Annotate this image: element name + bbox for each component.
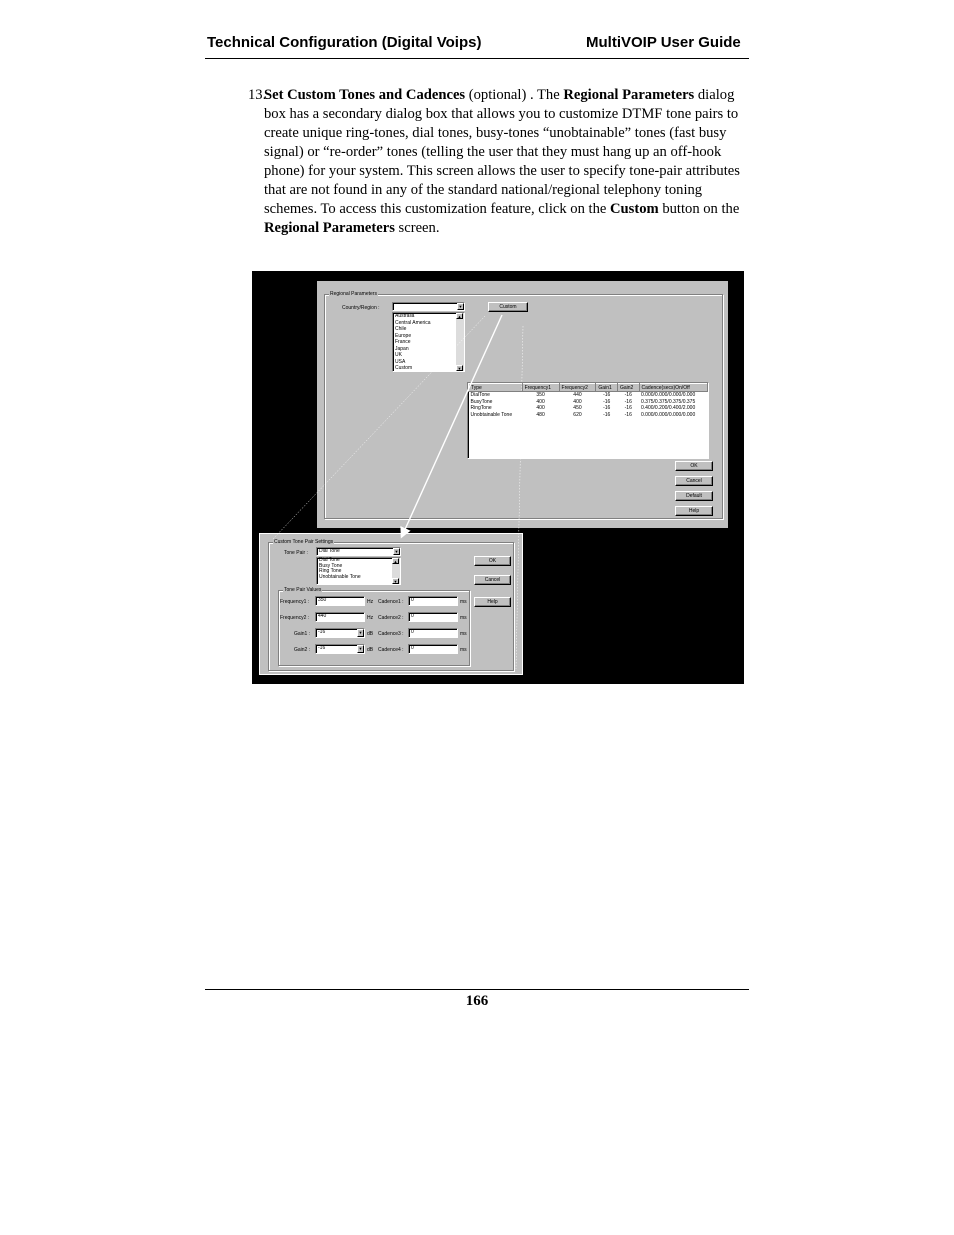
chevron-down-icon[interactable]: ▼ <box>393 579 398 584</box>
step-13-paragraph <box>248 86 744 238</box>
table-cell: 440 <box>573 392 582 398</box>
table-cell: RingTone <box>470 405 492 411</box>
list-item[interactable]: Dial Tone <box>319 557 340 563</box>
input-value: -16 <box>318 645 326 651</box>
chevron-down-icon[interactable]: ▼ <box>394 549 399 554</box>
step-text: screen. <box>394 220 440 236</box>
table-cell: -16 <box>624 411 632 418</box>
cadence3-unit: ms <box>460 631 467 637</box>
step-bold: Regional Parameters <box>563 87 695 103</box>
page-number: 166 <box>465 993 489 1009</box>
table-cell: 450 <box>573 405 582 411</box>
cadence2-label: Cadence2 : <box>378 615 404 621</box>
list-item[interactable]: Central America <box>395 319 431 326</box>
column-header[interactable]: Gain1 <box>596 384 618 392</box>
cadence4-unit: ms <box>460 647 467 653</box>
step-bold: Regional Parameters <box>264 220 395 236</box>
table-cell: -16 <box>624 392 632 398</box>
callout-arrow <box>402 315 502 536</box>
step-bold: Custom <box>610 201 659 217</box>
cancel-button[interactable]: Cancel <box>675 476 713 486</box>
table-cell: -16 <box>603 405 611 411</box>
frequency2-label: Frequency2 : <box>280 615 310 621</box>
gain2-label: Gain2 : <box>294 647 311 653</box>
column-header[interactable]: Cadence(secs)On/Off <box>639 384 707 392</box>
cadence3-label: Cadence3 : <box>378 631 404 637</box>
list-item[interactable]: Europe <box>395 332 412 339</box>
chevron-up-icon[interactable]: ▲ <box>457 314 462 319</box>
list-item[interactable]: Custom <box>395 365 413 371</box>
input-value: 440 <box>318 613 327 619</box>
cadence1-unit: ms <box>460 599 467 605</box>
cancel-button[interactable]: Cancel <box>474 575 511 585</box>
callout-guide-line <box>516 326 523 669</box>
group-title: Regional Parameters <box>330 291 377 297</box>
cadence4-label: Cadence4 : <box>378 647 404 653</box>
table-cell: 480 <box>536 411 545 418</box>
table-cell: 0.400/0.200/0.400/2.000 <box>641 405 696 411</box>
screenshot-figure <box>252 271 744 684</box>
footer-rule <box>205 989 749 990</box>
step-text: button on the <box>658 201 740 217</box>
table-cell: 400 <box>573 398 582 405</box>
input-value: 0 <box>411 597 414 603</box>
table-cell: Unobtainable Tone <box>470 411 513 418</box>
input-value: 0 <box>411 645 414 651</box>
column-header[interactable]: Frequency1 <box>522 384 559 392</box>
table-cell: 350 <box>536 392 545 398</box>
input-value: 0 <box>411 613 414 619</box>
gain1-label: Gain1 : <box>294 631 311 637</box>
table-cell: 0.375/0.375/0.375/0.375 <box>641 398 696 405</box>
table-cell: DialTone <box>470 392 490 398</box>
table-cell: BusyTone <box>470 398 493 405</box>
group-title: Tone Pair Values <box>284 587 322 593</box>
help-button[interactable]: Help <box>474 597 511 607</box>
list-item[interactable]: Busy Tone <box>319 562 343 569</box>
gain1-unit: dB <box>367 631 374 637</box>
cadence2-unit: ms <box>460 615 467 621</box>
tone-pair-label: Tone Pair : <box>284 550 308 556</box>
column-header[interactable]: Gain2 <box>617 384 639 392</box>
gain2-unit: dB <box>367 647 374 653</box>
tone-pair-value: Dial Tone <box>319 548 340 554</box>
callout-lines <box>252 271 744 684</box>
help-button[interactable]: Help <box>675 506 713 516</box>
step-title: Set Custom Tones and Cadences <box>264 87 466 103</box>
custom-button[interactable]: Custom <box>488 302 528 312</box>
column-header[interactable]: Type <box>469 384 523 392</box>
table-cell: 0.000/0.000/0.000/0.000 <box>641 392 696 398</box>
input-value: 350 <box>318 597 327 603</box>
list-item[interactable]: USA <box>395 358 406 365</box>
header-rule <box>205 58 749 59</box>
table-cell: -16 <box>603 392 611 398</box>
list-item[interactable]: UK <box>395 352 402 358</box>
list-item[interactable]: Ring Tone <box>319 568 342 574</box>
list-item[interactable]: France <box>395 339 411 345</box>
chevron-down-icon[interactable]: ▼ <box>458 304 463 309</box>
column-header[interactable]: Frequency2 <box>559 384 596 392</box>
step-text: dialog box has a secondary dialog box that allows you to customize DTMF tone pairs to create unique ring-tones, dial tones, busy-tones “unobtainable” tones (fast busy signal) or “re-order” tones (telling the user that they must hang up an off-hook phone) for your system. This screen allows the user to specify tone-pair attributes that are not found in any of the standard national/regional telephony toning schemes. To access this customization feature, click on the <box>264 87 740 217</box>
ok-button[interactable]: OK <box>675 461 713 471</box>
list-item[interactable]: Australia <box>395 313 415 319</box>
list-item[interactable]: Chile <box>395 326 407 332</box>
group-title: Custom Tone Pair Settings <box>274 539 334 545</box>
list-item[interactable]: Unobtainable Tone <box>319 573 361 580</box>
step-number: 13. <box>248 87 267 103</box>
callout-guide-line <box>273 316 485 539</box>
running-header-left: Technical Configuration (Digital Voips) <box>207 34 482 51</box>
chevron-down-icon[interactable]: ▼ <box>358 646 363 651</box>
table-cell: 400 <box>536 405 545 411</box>
list-item[interactable]: Japan <box>395 345 409 352</box>
cadence1-label: Cadence1 : <box>378 599 404 605</box>
input-value: 0 <box>411 629 414 635</box>
country-region-label: Country/Region : <box>342 305 380 311</box>
table-cell: 0.000/0.000/0.000/0.000 <box>641 411 696 418</box>
table-cell: -16 <box>624 398 632 405</box>
default-button[interactable]: Default <box>675 491 713 501</box>
chevron-down-icon[interactable]: ▼ <box>358 630 363 635</box>
table-cell: 400 <box>536 398 545 405</box>
ok-button[interactable]: OK <box>474 556 511 566</box>
table-cell: -16 <box>603 411 611 418</box>
step-text: (optional) . The <box>465 87 564 103</box>
frequency1-label: Frequency1 : <box>280 599 310 605</box>
chevron-up-icon[interactable]: ▲ <box>393 559 398 564</box>
table-cell: -16 <box>603 398 611 405</box>
running-header-right: MultiVOIP User Guide <box>586 34 741 51</box>
table-cell: 620 <box>573 411 582 418</box>
frequency2-unit: Hz <box>367 615 374 621</box>
frequency1-unit: Hz <box>367 599 374 605</box>
input-value: -16 <box>318 629 326 635</box>
table-cell: -16 <box>624 405 632 411</box>
chevron-down-icon[interactable]: ▼ <box>457 366 462 371</box>
